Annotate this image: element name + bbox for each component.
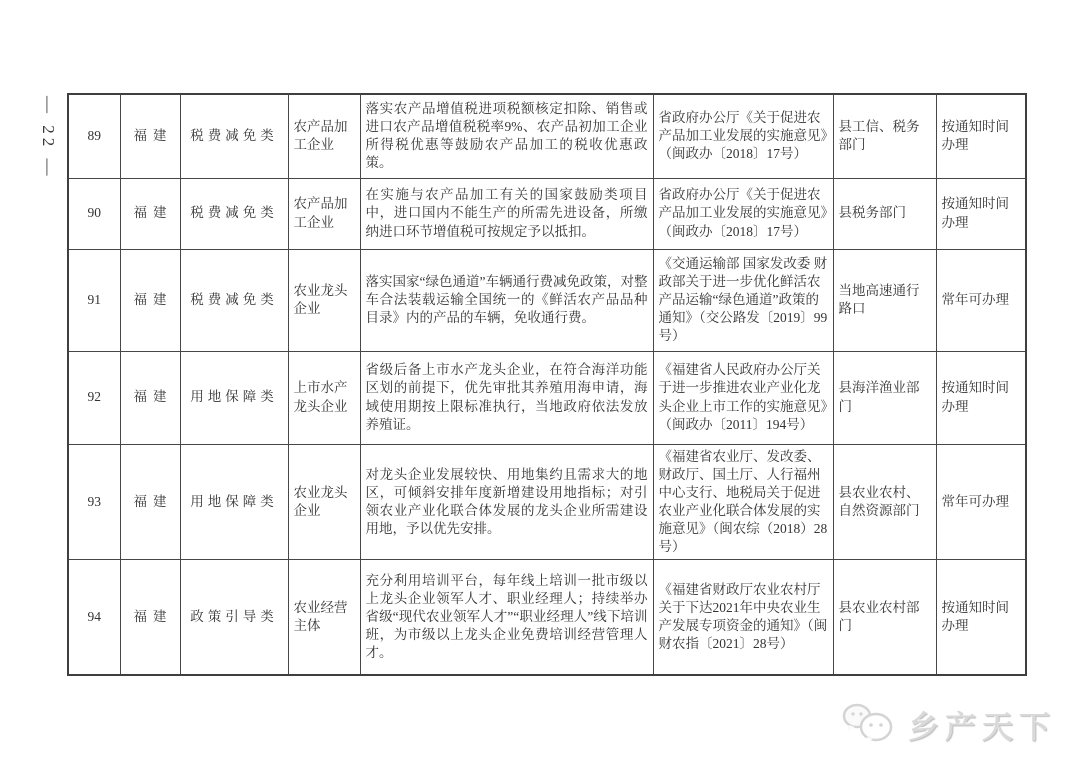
cell-handling-time: 按通知时间办理 xyxy=(936,559,1026,675)
cell-category: 用地保障类 xyxy=(180,351,288,444)
cell-target: 农业龙头企业 xyxy=(288,444,360,559)
cell-measure: 充分利用培训平台，每年线上培训一批市级以上龙头企业领军人才、职业经理人；持续举办省级“现代农业领军人才”“职业经理人”线下培训班，为市级以上龙头企业免费培训经营管理人才。 xyxy=(360,559,653,675)
cell-department: 县农业农村部门 xyxy=(833,559,936,675)
cell-department: 县税务部门 xyxy=(833,178,936,249)
cell-department: 当地高速通行路口 xyxy=(833,249,936,351)
table-row xyxy=(68,249,1026,351)
table-row xyxy=(68,559,1026,675)
cell-department: 县农业农村、自然资源部门 xyxy=(833,444,936,559)
cell-category: 用地保障类 xyxy=(180,444,288,559)
cell-category: 政策引导类 xyxy=(180,559,288,675)
cell-province: 福建 xyxy=(120,249,180,351)
cell-province: 福建 xyxy=(120,559,180,675)
chat-bubbles-icon xyxy=(840,701,898,747)
cell-number: 94 xyxy=(68,559,120,675)
cell-policy-basis: 《福建省财政厅农业农村厅关于下达2021年中央农业生产发展专项资金的通知》（闽财农指〔2021〕28号） xyxy=(653,559,833,675)
cell-target: 农业经营主体 xyxy=(288,559,360,675)
cell-handling-time: 按通知时间办理 xyxy=(936,351,1026,444)
cell-policy-basis: 省政府办公厅《关于促进农产品加工业发展的实施意见》（闽政办〔2018〕17号） xyxy=(653,178,833,249)
cell-target: 上市水产龙头企业 xyxy=(288,351,360,444)
cell-category: 税费减免类 xyxy=(180,94,288,178)
cell-policy-basis: 《福建省人民政府办公厅关于进一步推进农业产业化龙头企业上市工作的实施意见》（闽政办〔2011〕194号） xyxy=(653,351,833,444)
page-number: — 22 — xyxy=(39,96,58,180)
cell-number: 89 xyxy=(68,94,120,178)
cell-department: 县海洋渔业部门 xyxy=(833,351,936,444)
brand-name: 乡产天下 xyxy=(908,709,1056,745)
table-row xyxy=(68,444,1026,559)
cell-category: 税费减免类 xyxy=(180,249,288,351)
cell-measure: 省级后备上市水产龙头企业，在符合海洋功能区划的前提下，优先审批其养殖用海申请，海域使用期按上限标准执行，当地政府依法发放养殖证。 xyxy=(360,351,653,444)
cell-handling-time: 常年可办理 xyxy=(936,444,1026,559)
cell-number: 91 xyxy=(68,249,120,351)
cell-category: 税费减免类 xyxy=(180,178,288,249)
table-row xyxy=(68,94,1026,178)
cell-province: 福建 xyxy=(120,351,180,444)
cell-number: 93 xyxy=(68,444,120,559)
cell-number: 92 xyxy=(68,351,120,444)
cell-province: 福建 xyxy=(120,178,180,249)
brand-watermark xyxy=(840,701,1056,747)
cell-measure: 在实施与农产品加工有关的国家鼓励类项目中，进口国内不能生产的所需先进设备，所缴纳进口环节增值税可按规定予以抵扣。 xyxy=(360,178,653,249)
cell-handling-time: 按通知时间办理 xyxy=(936,94,1026,178)
cell-measure: 落实农产品增值税进项税额核定扣除、销售或进口农产品增值税税率9%、农产品初加工企业所得税优惠等鼓励农产品加工的税收优惠政策。 xyxy=(360,94,653,178)
cell-number: 90 xyxy=(68,178,120,249)
cell-department: 县工信、税务部门 xyxy=(833,94,936,178)
table-row xyxy=(68,351,1026,444)
cell-policy-basis: 《福建省农业厅、发改委、财政厅、国土厅、人行福州中心支行、地税局关于促进农业产业化联合体发展的实施意见》（闽农综（2018）28号） xyxy=(653,444,833,559)
cell-target: 农产品加工企业 xyxy=(288,94,360,178)
cell-province: 福建 xyxy=(120,444,180,559)
cell-target: 农业龙头企业 xyxy=(288,249,360,351)
cell-province: 福建 xyxy=(120,94,180,178)
cell-measure: 对龙头企业发展较快、用地集约且需求大的地区，可倾斜安排年度新增建设用地指标；对引领农业产业化联合体发展的龙头企业所需建设用地，予以优先安排。 xyxy=(360,444,653,559)
policy-table xyxy=(67,93,1027,676)
cell-measure: 落实国家“绿色通道”车辆通行费减免政策，对整车合法装载运输全国统一的《鲜活农产品品种目录》内的产品的车辆，免收通行费。 xyxy=(360,249,653,351)
cell-policy-basis: 《交通运输部 国家发改委 财政部关于进一步优化鲜活农产品运输“绿色通道”政策的通知》（交公路发〔2019〕99号） xyxy=(653,249,833,351)
cell-handling-time: 按通知时间办理 xyxy=(936,178,1026,249)
table-row xyxy=(68,178,1026,249)
cell-policy-basis: 省政府办公厅《关于促进农产品加工业发展的实施意见》（闽政办〔2018〕17号） xyxy=(653,94,833,178)
cell-target: 农产品加工企业 xyxy=(288,178,360,249)
cell-handling-time: 常年可办理 xyxy=(936,249,1026,351)
